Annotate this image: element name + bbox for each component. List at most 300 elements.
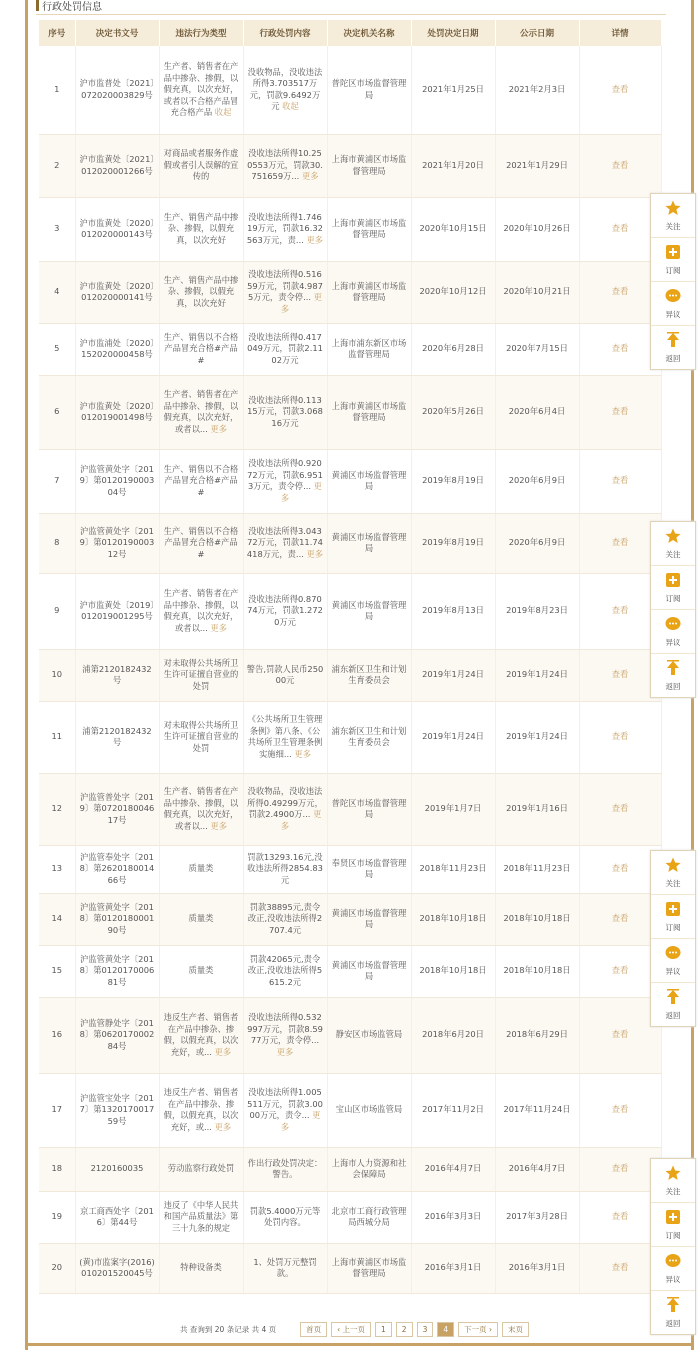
decision-date — [411, 649, 495, 701]
authority-name-text: 普陀区市场监督管理局 — [331, 797, 407, 819]
decision-doc-number — [75, 1243, 159, 1293]
publish-date — [495, 375, 579, 449]
publish-date — [495, 845, 579, 893]
view-detail-link-text[interactable]: 查看 — [611, 669, 629, 680]
subscribe-button[interactable] — [651, 238, 695, 282]
decision-doc-number — [75, 997, 159, 1073]
decision-date-text: 2020年10月12日 — [419, 286, 487, 297]
violation-type — [159, 134, 243, 197]
view-detail-link-text[interactable]: 查看 — [611, 863, 629, 874]
view-detail-link[interactable] — [579, 573, 661, 649]
publish-date — [495, 513, 579, 573]
penalty-content — [243, 573, 327, 649]
authority-name-text: 上海市黄浦区市场监督管理局 — [331, 1256, 407, 1278]
authority-name-text: 上海市黄浦区市场监督管理局 — [331, 154, 407, 176]
more-link[interactable]: 更多 — [301, 171, 319, 182]
column-header: 决定书文号 — [75, 20, 159, 46]
table-row — [39, 375, 661, 449]
violation-type — [159, 997, 243, 1073]
penalty-content — [243, 649, 327, 701]
decision-doc-number — [75, 649, 159, 701]
decision-doc-number-text: 沪监管黄处字〔2019〕第012019000304号 — [79, 463, 155, 497]
row-number — [39, 1191, 75, 1243]
view-detail-link[interactable] — [579, 134, 661, 197]
chat-bubble-icon — [665, 1253, 681, 1269]
more-link[interactable]: 更多 — [280, 809, 322, 831]
row-number-text: 1 — [54, 84, 60, 94]
back-to-top-icon — [665, 660, 681, 676]
first-page-button[interactable]: 首页 — [300, 1322, 327, 1337]
more-link[interactable]: 更多 — [214, 1046, 232, 1057]
star-icon — [665, 200, 681, 216]
view-detail-link[interactable] — [579, 261, 661, 323]
decision-date-text: 2018年11月23日 — [419, 863, 487, 874]
decision-date-text: 2019年1月24日 — [422, 669, 484, 680]
row-number — [39, 449, 75, 513]
decision-doc-number — [75, 1073, 159, 1147]
row-number — [39, 1147, 75, 1191]
decision-date — [411, 773, 495, 845]
chat-bubble-icon — [665, 945, 681, 961]
back-label: 返回 — [665, 1319, 681, 1328]
row-number — [39, 649, 75, 701]
penalty-content-text: 作出行政处罚决定：警告。 — [247, 1157, 323, 1179]
publish-date — [495, 773, 579, 845]
decision-doc-number — [75, 945, 159, 997]
decision-doc-number — [75, 449, 159, 513]
back-button[interactable] — [651, 983, 695, 1026]
view-detail-link[interactable] — [579, 197, 661, 261]
objection-label: 异议 — [665, 638, 681, 647]
frame-bottom-border — [25, 1343, 694, 1346]
view-detail-link-text[interactable]: 查看 — [611, 1262, 629, 1273]
table-row — [39, 649, 661, 701]
publish-date-text: 2018年6月29日 — [506, 1029, 568, 1040]
objection-button[interactable] — [651, 282, 695, 326]
follow-label: 关注 — [665, 879, 681, 888]
row-number — [39, 701, 75, 773]
row-number — [39, 1073, 75, 1147]
violation-type-text: 特种设备类 — [180, 1262, 222, 1273]
penalty-content-text: 没收违法所得0.11315万元，罚款3.06816万元 — [247, 394, 323, 428]
more-link[interactable]: 更多 — [276, 1046, 294, 1057]
more-link[interactable]: 更多 — [306, 234, 324, 245]
row-number-text: 8 — [54, 537, 60, 548]
publish-date-text: 2020年10月26日 — [503, 223, 571, 234]
back-label: 返回 — [665, 354, 681, 363]
authority-name-text: 黄浦区市场监督管理局 — [331, 959, 407, 981]
publish-date-text: 2018年10月18日 — [503, 965, 571, 976]
more-link[interactable]: 更多 — [306, 548, 324, 559]
publish-date — [495, 997, 579, 1073]
violation-type — [159, 197, 243, 261]
decision-date-text: 2016年3月3日 — [424, 1211, 482, 1222]
back-button[interactable] — [651, 654, 695, 697]
decision-date-text: 2016年3月1日 — [424, 1262, 482, 1273]
publish-date-text: 2020年10月21日 — [503, 286, 571, 297]
subscribe-button[interactable] — [651, 895, 695, 939]
decision-date — [411, 375, 495, 449]
view-detail-link-text[interactable]: 查看 — [611, 406, 629, 417]
view-detail-link[interactable] — [579, 449, 661, 513]
next-page-button[interactable]: 下一页 › — [458, 1322, 498, 1337]
violation-type-text: 质量类 — [188, 913, 214, 924]
decision-doc-number — [75, 773, 159, 845]
column-header: 详情 — [579, 20, 661, 46]
more-link[interactable]: 更多 — [214, 1121, 232, 1132]
authority-name — [327, 1191, 411, 1243]
more-link[interactable]: 收起 — [214, 107, 232, 117]
pager-info: 共 查询到 20 条记录 共 4 页 — [180, 1325, 277, 1334]
view-detail-link-text[interactable]: 查看 — [611, 1104, 629, 1115]
view-detail-link-text[interactable]: 查看 — [611, 803, 629, 814]
publish-date — [495, 649, 579, 701]
publish-date — [495, 945, 579, 997]
authority-name-text: 上海市人力资源和社会保障局 — [331, 1157, 407, 1179]
decision-doc-number-text: 沪监管静处字〔2018〕第062017000284号 — [79, 1017, 155, 1051]
subscribe-button[interactable] — [651, 1203, 695, 1247]
row-number — [39, 513, 75, 573]
view-detail-link[interactable] — [579, 1147, 661, 1191]
decision-doc-number-text: 沪市监黄处〔2020〕012020000141号 — [79, 280, 155, 302]
decision-date — [411, 945, 495, 997]
row-number-text: 6 — [54, 406, 60, 417]
penalty-content-text: 没收违法所得0.532997万元，罚款8.5977万元，责令停... — [247, 1012, 323, 1045]
publish-date-text: 2019年1月24日 — [506, 669, 568, 680]
row-number-text: 9 — [54, 605, 60, 616]
decision-date-text: 2021年1月25日 — [422, 84, 484, 94]
last-page-button[interactable]: 末页 — [502, 1322, 529, 1337]
publish-date — [495, 573, 579, 649]
violation-type-text: 违反了《中华人民共和国产品质量法》第三十九条的规定 — [163, 1199, 239, 1233]
decision-doc-number-text: 浦第2120182432号 — [82, 663, 152, 685]
decision-date-text: 2020年5月26日 — [422, 406, 484, 417]
violation-type-text: 质量类 — [188, 965, 214, 976]
violation-type-text: 对未取得公共场所卫生许可证擅自营业的处罚 — [163, 657, 239, 691]
decision-doc-number-text: 沪监管黄处字〔2018〕第012018000190号 — [79, 901, 155, 935]
penalty-content-text: 没收违法所得3.04372万元，罚款11.74418万元，责... — [246, 525, 323, 559]
objection-button[interactable] — [651, 1247, 695, 1291]
row-number — [39, 773, 75, 845]
penalty-content — [243, 375, 327, 449]
publish-date-text: 2020年6月9日 — [508, 537, 566, 548]
row-number — [39, 46, 75, 134]
row-number-text: 15 — [51, 965, 63, 976]
view-detail-link-text[interactable]: 查看 — [611, 1211, 629, 1222]
subscribe-plus-icon — [665, 1209, 681, 1225]
view-detail-link[interactable] — [579, 773, 661, 845]
view-detail-link[interactable] — [579, 1073, 661, 1147]
view-detail-link-text[interactable]: 查看 — [611, 223, 629, 234]
penalty-content-text: 没收违法所得10.250553万元，罚款30.751659万... — [247, 148, 323, 182]
penalty-content-text: 《公共场所卫生管理条例》第八条、《公共场所卫生管理条例实施细... — [247, 714, 323, 759]
more-link[interactable]: 收起 — [282, 101, 299, 112]
subscribe-label: 订阅 — [665, 1231, 681, 1240]
authority-name-text: 黄浦区市场监督管理局 — [331, 531, 407, 553]
follow-button[interactable] — [651, 522, 695, 566]
more-link[interactable]: 更多 — [210, 622, 228, 633]
table-row — [39, 449, 661, 513]
publish-date — [495, 449, 579, 513]
violation-type — [159, 261, 243, 323]
table-row — [39, 945, 661, 997]
penalty-content — [243, 1191, 327, 1243]
publish-date — [495, 701, 579, 773]
pagination — [180, 1322, 529, 1337]
authority-name — [327, 945, 411, 997]
violation-type-text: 违反生产者、销售者在产品中掺杂、掺假，以假充真，以次充好，或... — [163, 1012, 239, 1057]
objection-button[interactable] — [651, 939, 695, 983]
page-number-button[interactable]: 2 — [396, 1322, 413, 1337]
decision-doc-number — [75, 261, 159, 323]
more-link[interactable]: 更多 — [294, 748, 312, 759]
authority-name — [327, 893, 411, 945]
penalty-content-text: 罚款38895元,责令改正,没收违法所得2707.4元 — [247, 901, 323, 935]
penalty-content-text: 罚款13293.16元,没收违法所得2854.83元 — [247, 851, 323, 885]
view-detail-link[interactable] — [579, 323, 661, 375]
row-number-text: 20 — [51, 1262, 63, 1273]
view-detail-link[interactable] — [579, 513, 661, 573]
penalty-content — [243, 997, 327, 1073]
penalty-content — [243, 46, 327, 134]
row-number-text: 2 — [54, 159, 60, 170]
subscribe-plus-icon — [665, 901, 681, 917]
view-detail-link[interactable] — [579, 845, 661, 893]
row-number — [39, 1243, 75, 1293]
view-detail-link-text[interactable]: 查看 — [611, 84, 629, 94]
view-detail-link[interactable] — [579, 1243, 661, 1293]
penalty-content-text: 没收违法所得0.51659万元，罚款4.9875万元，责令停... — [247, 269, 323, 302]
row-number — [39, 323, 75, 375]
follow-button[interactable] — [651, 1159, 695, 1203]
column-header: 行政处罚内容 — [243, 20, 327, 46]
violation-type — [159, 1147, 243, 1191]
authority-name-text: 黄浦区市场监督管理局 — [331, 599, 407, 621]
follow-button[interactable] — [651, 851, 695, 895]
penalty-content-text: 罚款42065元,责令改正,没收违法所得5615.2元 — [247, 953, 323, 987]
decision-doc-number — [75, 1191, 159, 1243]
more-link[interactable]: 更多 — [210, 820, 228, 831]
decision-doc-number — [75, 1147, 159, 1191]
publish-date — [495, 1191, 579, 1243]
chat-bubble-icon — [665, 288, 681, 304]
star-icon — [665, 1165, 681, 1181]
view-detail-link[interactable] — [579, 1191, 661, 1243]
view-detail-link-text[interactable]: 查看 — [611, 475, 629, 486]
publish-date — [495, 261, 579, 323]
penalty-content — [243, 449, 327, 513]
more-link[interactable]: 更多 — [280, 1110, 321, 1132]
publish-date — [495, 893, 579, 945]
decision-doc-number — [75, 893, 159, 945]
table-row — [39, 134, 661, 197]
authority-name-text: 普陀区市场监督管理局 — [331, 78, 407, 100]
objection-label: 异议 — [665, 1275, 681, 1284]
decision-date — [411, 893, 495, 945]
decision-date-text: 2021年1月20日 — [422, 159, 484, 170]
section-title-text: 行政处罚信息 — [42, 2, 102, 13]
authority-name-text: 黄浦区市场监督管理局 — [331, 469, 407, 491]
follow-button[interactable] — [651, 194, 695, 238]
objection-label: 异议 — [665, 967, 681, 976]
view-detail-link[interactable] — [579, 945, 661, 997]
table-row — [39, 701, 661, 773]
decision-date-text: 2019年1月24日 — [422, 731, 484, 742]
subscribe-label: 订阅 — [665, 266, 681, 275]
back-to-top-icon — [665, 989, 681, 1005]
view-detail-link[interactable] — [579, 375, 661, 449]
decision-date-text: 2016年4月7日 — [424, 1163, 482, 1174]
authority-name — [327, 997, 411, 1073]
violation-type-text: 违反生产者、销售者在产品中掺杂、掺假，以假充真，以次充好，或... — [163, 1087, 239, 1132]
penalty-content-text: 没收违法所得0.92072万元，罚款6.9513万元，责令停... — [247, 458, 323, 491]
more-link[interactable]: 更多 — [280, 481, 322, 503]
table-row — [39, 513, 661, 573]
view-detail-link-text[interactable]: 查看 — [611, 286, 629, 297]
violation-type-text: 生产者、销售者在产品中掺杂、掺假，以假充真，以次充好，或者以... — [163, 389, 239, 434]
publish-date-text: 2017年11月24日 — [503, 1104, 571, 1115]
publish-date-text: 2016年3月1日 — [508, 1262, 566, 1273]
violation-type — [159, 945, 243, 997]
view-detail-link-text[interactable]: 查看 — [611, 343, 629, 354]
authority-name-text: 上海市黄浦区市场监督管理局 — [331, 280, 407, 302]
decision-doc-number — [75, 513, 159, 573]
violation-type-text: 质量类 — [188, 863, 214, 874]
view-detail-link-text[interactable]: 查看 — [611, 913, 629, 924]
decision-date-text: 2019年8月13日 — [422, 605, 484, 616]
row-number — [39, 573, 75, 649]
publish-date — [495, 323, 579, 375]
authority-name-text: 宝山区市场监管局 — [335, 1104, 403, 1115]
prev-page-button[interactable]: ‹ 上一页 — [331, 1322, 371, 1337]
star-icon — [665, 528, 681, 544]
penalty-content — [243, 134, 327, 197]
penalty-content — [243, 261, 327, 323]
violation-type-text: 生产者、销售者在产品中掺杂、掺假，以假充真，以次充好，或者以... — [163, 588, 239, 633]
penalty-table — [39, 20, 662, 1294]
view-detail-link[interactable] — [579, 997, 661, 1073]
decision-date — [411, 1073, 495, 1147]
decision-date-text: 2018年10月18日 — [419, 965, 487, 976]
penalty-content — [243, 1147, 327, 1191]
back-to-top-icon — [665, 332, 681, 348]
violation-type-text: 生产者、销售者在产品中掺杂、掺假，以假充真，以次充好，或者以... — [163, 786, 239, 831]
authority-name-text: 静安区市场监管局 — [335, 1029, 403, 1040]
decision-date — [411, 261, 495, 323]
table-row — [39, 1243, 661, 1293]
violation-type — [159, 46, 243, 134]
decision-doc-number — [75, 701, 159, 773]
decision-date — [411, 1191, 495, 1243]
violation-type — [159, 573, 243, 649]
decision-doc-number-text: 沪市监浦处〔2020〕152020000458号 — [79, 337, 155, 359]
view-detail-link[interactable] — [579, 701, 661, 773]
decision-date — [411, 701, 495, 773]
back-button[interactable] — [651, 326, 695, 369]
more-link[interactable]: 更多 — [280, 292, 322, 314]
view-detail-link-text[interactable]: 查看 — [611, 605, 629, 616]
row-number-text: 10 — [51, 669, 63, 680]
subscribe-button[interactable] — [651, 566, 695, 610]
subscribe-plus-icon — [665, 244, 681, 260]
penalty-content-text: 警告,罚款人民币25000元 — [246, 663, 324, 685]
follow-label: 关注 — [665, 550, 681, 559]
table-row — [39, 573, 661, 649]
view-detail-link-text[interactable]: 查看 — [611, 1029, 629, 1040]
penalty-content — [243, 701, 327, 773]
authority-name — [327, 845, 411, 893]
decision-doc-number — [75, 134, 159, 197]
more-link[interactable]: 更多 — [210, 423, 228, 434]
page-number-button[interactable]: 3 — [417, 1322, 434, 1337]
page-number-button[interactable]: 1 — [375, 1322, 392, 1337]
view-detail-link-text[interactable]: 查看 — [611, 731, 629, 742]
authority-name — [327, 573, 411, 649]
authority-name — [327, 46, 411, 134]
row-number — [39, 945, 75, 997]
table-row — [39, 1191, 661, 1243]
violation-type — [159, 649, 243, 701]
view-detail-link[interactable] — [579, 649, 661, 701]
penalty-content — [243, 945, 327, 997]
authority-name-text: 浦东新区卫生和计划生育委员会 — [331, 725, 407, 747]
view-detail-link[interactable] — [579, 46, 661, 134]
view-detail-link[interactable] — [579, 893, 661, 945]
authority-name — [327, 261, 411, 323]
publish-date-text: 2017年3月28日 — [506, 1211, 568, 1222]
publish-date-text: 2021年2月3日 — [508, 84, 566, 94]
subscribe-plus-icon — [665, 572, 681, 588]
violation-type — [159, 323, 243, 375]
authority-name-text: 上海市黄浦区市场监督管理局 — [331, 217, 407, 239]
decision-doc-number-text: 沪监管黄处字〔2018〕第012017000681号 — [79, 953, 155, 987]
decision-doc-number-text: 沪监管黄处字〔2019〕第012019000312号 — [79, 525, 155, 559]
table-row — [39, 773, 661, 845]
publish-date — [495, 197, 579, 261]
authority-name — [327, 134, 411, 197]
floating-action-bar — [650, 521, 696, 698]
table-row — [39, 893, 661, 945]
violation-type-text: 生产、销售产品中掺杂、掺假，以假充真，以次充好 — [163, 274, 239, 308]
table-row — [39, 323, 661, 375]
back-button[interactable] — [651, 1291, 695, 1334]
violation-type-text: 生产、销售以不合格产品冒充合格#产品# — [163, 525, 239, 559]
authority-name — [327, 323, 411, 375]
decision-doc-number-text: 2120160035 — [90, 1163, 144, 1174]
publish-date-text: 2018年11月23日 — [503, 863, 571, 874]
authority-name-text: 奉贤区市场监督管理局 — [331, 857, 407, 879]
column-header: 公示日期 — [495, 20, 579, 46]
decision-doc-number-text: 沪监管奉处字〔2018〕第262018001466号 — [79, 851, 155, 885]
view-detail-link-text[interactable]: 查看 — [611, 965, 629, 976]
chat-bubble-icon — [665, 616, 681, 632]
authority-name-text: 浦东新区卫生和计划生育委员会 — [331, 663, 407, 685]
decision-doc-number-text: 浦第2120182432号 — [82, 725, 152, 747]
penalty-content-text: 没收违法所得1.005511万元，罚款3.0000万元，责令... — [247, 1087, 323, 1120]
subscribe-label: 订阅 — [665, 923, 681, 932]
decision-date-text: 2019年8月19日 — [422, 537, 484, 548]
table-header-row — [39, 20, 661, 46]
objection-button[interactable] — [651, 610, 695, 654]
publish-date — [495, 134, 579, 197]
page-number-button[interactable]: 4 — [437, 1322, 454, 1337]
view-detail-link-text[interactable]: 查看 — [611, 1163, 629, 1174]
penalty-content — [243, 893, 327, 945]
violation-type — [159, 1073, 243, 1147]
view-detail-link-text[interactable]: 查看 — [611, 159, 629, 170]
view-detail-link-text[interactable]: 查看 — [611, 537, 629, 548]
publish-date — [495, 1243, 579, 1293]
